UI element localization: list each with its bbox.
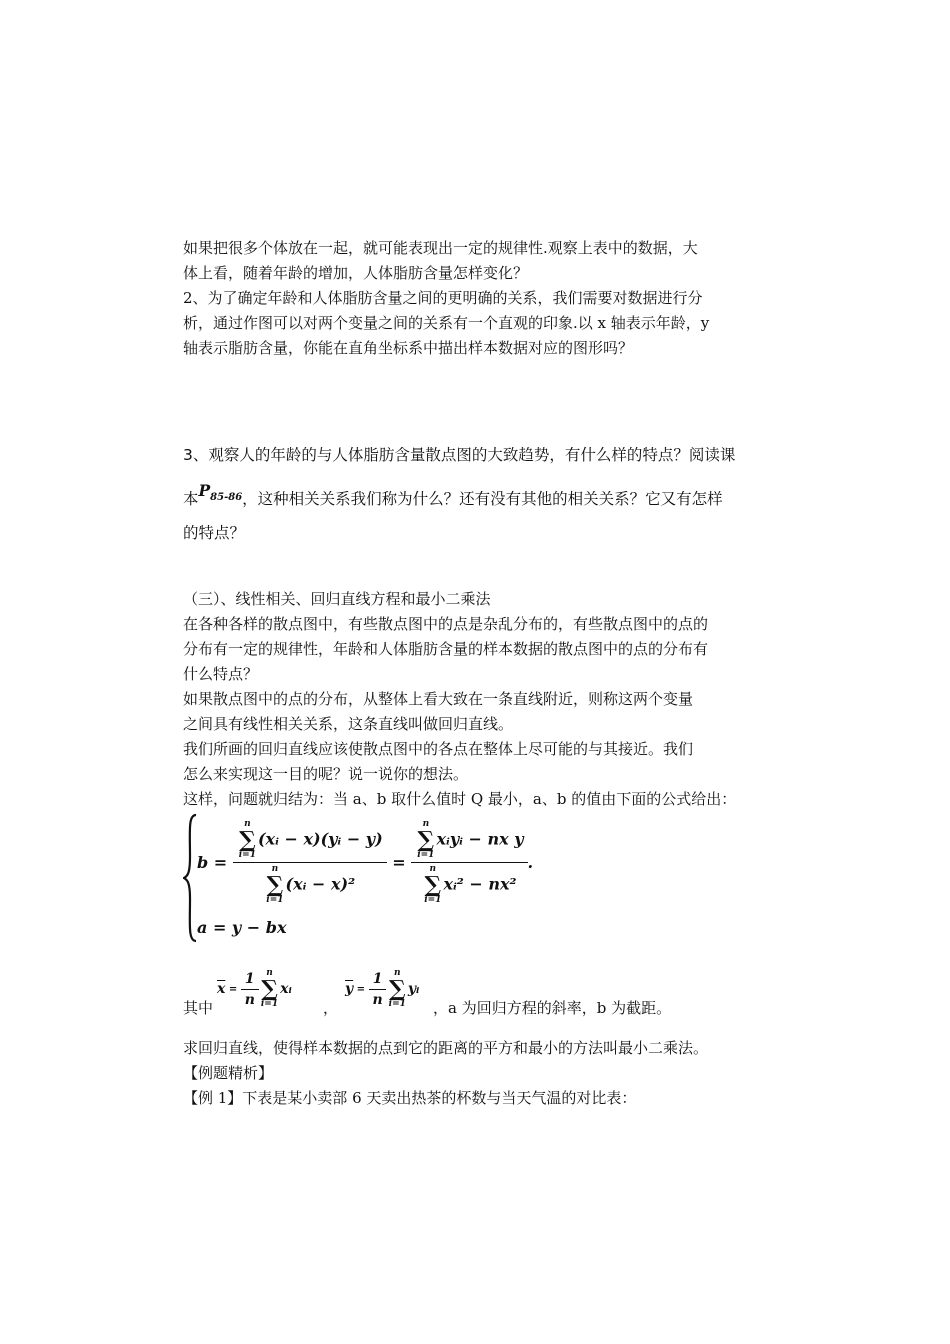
para1-line2: 体上看，随着年龄的增加，人体脂肪含量怎样变化？ — [183, 264, 529, 282]
section3-p3-line2: 怎么来实现这一目的呢？说一说你的想法。 — [183, 765, 469, 783]
section3-p1-line3: 什么特点？ — [183, 665, 259, 683]
mean-suffix: ，a 为回归方程的斜率，b 为截距。 — [433, 999, 672, 1017]
section3-p3-line1: 我们所画的回归直线应该使散点图中的各点在整体上尽可能的与其接近。我们 — [183, 740, 694, 758]
para3-line1: 3、观察人的年龄的与人体脂肪含量散点图的大致趋势，有什么样的特点？阅读课 — [183, 446, 736, 464]
b-equation: b = n ∑ i=1 (xᵢ − x)(yᵢ − y) n ∑ i=1 (xᵢ − x)² = n ∑ i=1 xᵢyᵢ − nx y n ∑ i=1 xᵢ² − nx² . — [197, 818, 534, 905]
y-mean-def: $\overline{y}$ = $\frac{1}{n}$ n ∑ i=1 yᵢ — [345, 968, 420, 1009]
section3-p2-line1: 如果散点图中的点的分布，从整体上看大致在一条直线附近，则称这两个变量 — [183, 690, 694, 708]
fraction-1: n ∑ i=1 (xᵢ − x)(yᵢ − y) n ∑ i=1 (xᵢ − x)² — [233, 820, 387, 905]
para2-line1: 2、为了确定年龄和人体脂肪含量之间的更明确的关系，我们需要对数据进行分 — [183, 289, 703, 307]
para3-line2-pre: 本 — [183, 490, 199, 508]
section3-p1-line1: 在各种各样的散点图中，有些散点图中的点是杂乱分布的，有些散点图中的点的 — [183, 615, 709, 633]
para3-line3: 的特点？ — [183, 524, 246, 542]
fraction-1-denominator: (xᵢ − x)² — [285, 874, 356, 893]
section3-heading: （三）、线性相关、回归直线方程和最小二乘法 — [183, 590, 491, 608]
mean-line: 其中 $\overline{x}$ = $\frac{1}{n}$ n ∑ i=1 xᵢ ， $\overline{y}$ = $\frac{1}{n}$ n ∑ i=1 yᵢ ，a 为回归方程的斜率，b 为截距。 — [183, 968, 672, 1017]
least-squares-text: 求回归直线，使得样本数据的点到它的距离的平方和最小的方法叫最小二乘法。 — [183, 1039, 709, 1057]
section3-p1-line2: 分布有一定的规律性，年龄和人体脂肪含量的样本数据的散点图中的点的分布有 — [183, 640, 709, 658]
para3-line2-post: ，这种相关关系我们称为什么？还有没有其他的相关关系？它又有怎样 — [242, 490, 723, 508]
para2-line2: 析，通过作图可以对两个变量之间的关系有一个直观的印象.以 x 轴表示年龄，y — [183, 314, 710, 332]
para1-line1: 如果把很多个体放在一起，就可能表现出一定的规律性.观察上表中的数据，大 — [183, 239, 698, 257]
mean-prefix: 其中 — [183, 999, 214, 1017]
fraction-1-numerator: (xᵢ − x)(yᵢ − y) — [257, 829, 383, 848]
x-mean-def: $\overline{x}$ = $\frac{1}{n}$ n ∑ i=1 xᵢ — [217, 968, 292, 1009]
example-1: 【例 1】下表是某小卖部 6 天卖出热茶的杯数与当天气温的对比表： — [183, 1089, 637, 1107]
fraction-2-numerator: xᵢyᵢ − nx y — [436, 829, 524, 848]
fraction-2: n ∑ i=1 xᵢyᵢ − nx y n ∑ i=1 xᵢ² − nx² — [411, 820, 527, 905]
page-reference: $P_{85-86}$ — [198, 481, 243, 504]
example-heading: 【例题精析】 — [183, 1064, 274, 1082]
para2-line3: 轴表示脂肪含量，你能在直角坐标系中描出样本数据对应的图形吗？ — [183, 339, 634, 357]
section3-p4: 这样，问题就归结为：当 a、b 取什么值时 Q 最小，a、b 的值由下面的公式给出： — [183, 790, 737, 808]
a-equation: a = y − bx — [197, 918, 287, 937]
regression-formula — [183, 812, 603, 944]
section3-p2-line2: 之间具有线性相关关系，这条直线叫做回归直线。 — [183, 715, 514, 733]
fraction-2-denominator: xᵢ² − nx² — [443, 874, 517, 893]
